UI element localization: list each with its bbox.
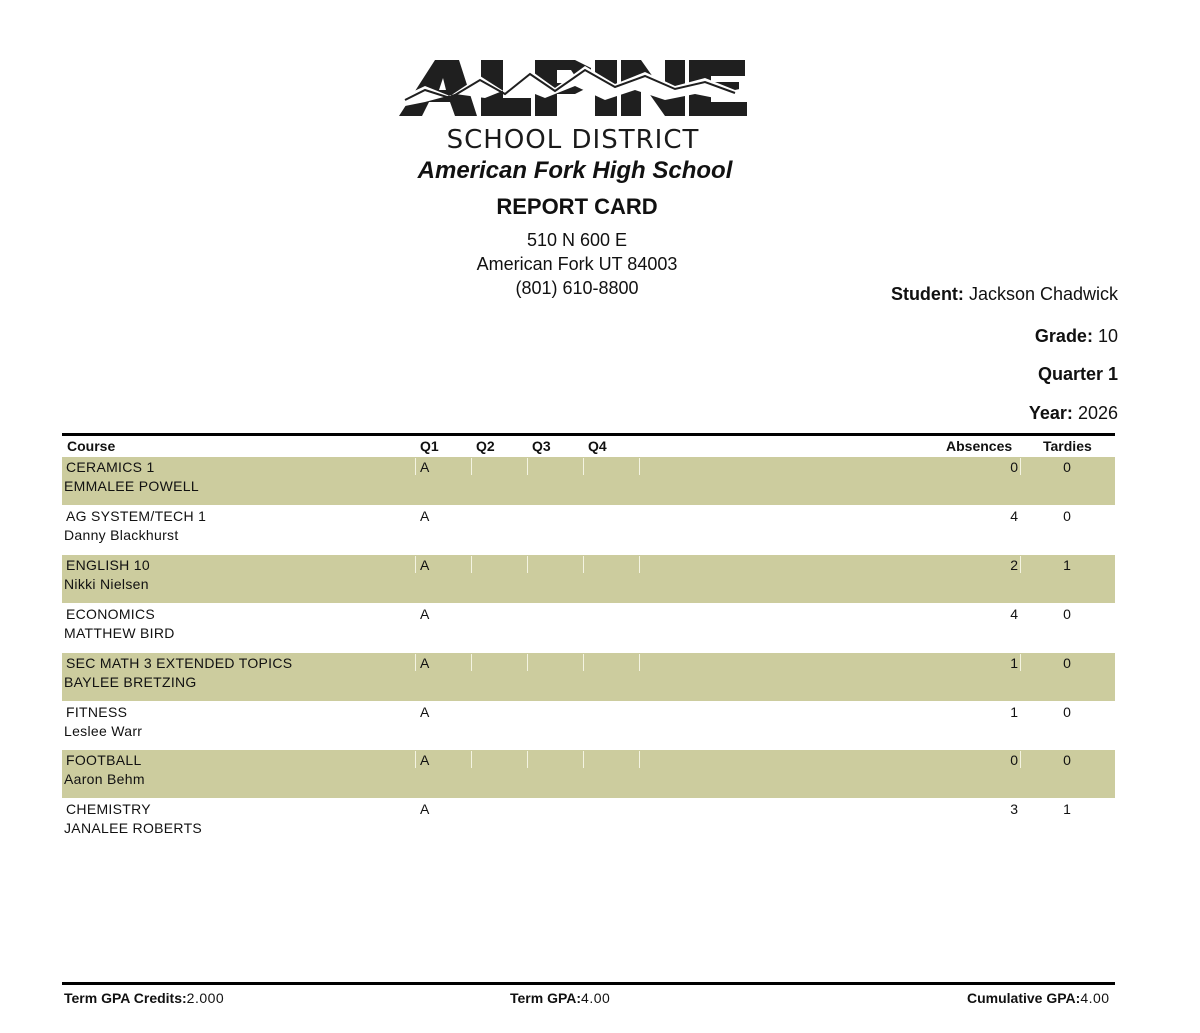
grade-info (1035, 326, 1118, 347)
teacher-name: EMMALEE POWELL (64, 478, 199, 494)
grade-cell-divider (527, 654, 528, 671)
table-row (62, 604, 1115, 652)
tardies-value: 0 (1063, 459, 1071, 475)
teacher-name: BAYLEE BRETZING (64, 673, 197, 690)
header-course: Course (67, 438, 116, 454)
address-line-1: 510 N 600 E (526, 230, 628, 250)
grade-cell-divider (471, 654, 472, 671)
student-info (891, 284, 1118, 305)
address-line-2: American Fork UT 84003 (476, 254, 678, 274)
absences-cell-divider (1020, 654, 1021, 671)
course-name: CHEMISTRY (66, 801, 151, 818)
grade-cell-divider (583, 751, 584, 768)
teacher-name: Aaron Behm (64, 771, 145, 788)
grade-cell-divider (583, 654, 584, 671)
grade-cell-divider (527, 556, 528, 573)
quarter-value: Quarter 1 (1037, 364, 1118, 384)
absences-value: 1 (1010, 703, 1018, 720)
grade-cell-divider (415, 751, 416, 768)
course-name: FOOTBALL (66, 752, 142, 769)
tardies-value: 1 (1063, 801, 1071, 818)
teacher-name: JANALEE ROBERTS (64, 820, 203, 837)
student-name: Jackson Chadwick (968, 284, 1118, 304)
term-gpa (510, 990, 610, 1006)
q1-grade: A (420, 459, 430, 475)
absences-value: 4 (1010, 605, 1018, 622)
quarter-info (1038, 364, 1118, 385)
course-name: CERAMICS 1 (66, 459, 155, 475)
course-name: ENGLISH 10 (66, 556, 150, 573)
q1-grade: A (420, 507, 430, 524)
q1-grade: A (420, 556, 430, 573)
cumulative-gpa-value: 4.00 (1080, 990, 1110, 1006)
school-phone: (801) 610-8800 (515, 278, 639, 298)
teacher-name: MATTHEW BIRD (64, 624, 175, 641)
absences-value: 0 (1010, 459, 1018, 475)
credits-label: Term GPA Credits: (64, 990, 187, 1006)
course-name: ECONOMICS (66, 605, 156, 622)
absences-cell-divider (1020, 751, 1021, 768)
grade-cell-divider (415, 654, 416, 671)
q1-grade: A (420, 605, 430, 622)
q1-grade: A (420, 703, 430, 720)
q1-grade: A (420, 752, 430, 769)
absences-value: 4 (1010, 507, 1018, 524)
grade-cell-divider (527, 751, 528, 768)
header-q2: Q2 (476, 438, 495, 454)
table-row (62, 506, 1115, 554)
course-name: FITNESS (66, 703, 128, 720)
table-row (62, 457, 1115, 505)
credits-value: 2.000 (186, 990, 225, 1006)
absences-cell-divider (1020, 458, 1021, 475)
header-tardies: Tardies (1043, 438, 1092, 454)
grade-label: Grade: (1034, 326, 1093, 346)
grade-cell-divider (583, 458, 584, 475)
tardies-value: 0 (1063, 703, 1071, 720)
grade-cell-divider (415, 556, 416, 573)
table-row (62, 702, 1115, 750)
tardies-value: 0 (1063, 654, 1071, 671)
course-name: AG SYSTEM/TECH 1 (66, 507, 207, 524)
cumulative-gpa (967, 990, 1110, 1006)
header-absences: Absences (946, 438, 1013, 454)
grade-cell-divider (471, 751, 472, 768)
tardies-value: 0 (1063, 507, 1071, 524)
term-gpa-credits (64, 990, 224, 1006)
district-name: SCHOOL DISTRICT (446, 125, 700, 155)
grade-cell-divider (471, 458, 472, 475)
q1-grade: A (420, 801, 430, 818)
table-top-rule (62, 433, 1115, 436)
header-q3: Q3 (532, 438, 551, 454)
absences-value: 0 (1010, 752, 1018, 769)
grade-cell-divider (527, 458, 528, 475)
table-row (62, 555, 1115, 603)
grade-cell-divider (471, 556, 472, 573)
header-q1: Q1 (420, 438, 439, 454)
grade-cell-divider (639, 458, 640, 475)
absences-value: 2 (1010, 556, 1018, 573)
footer-rule (62, 982, 1115, 985)
student-label: Student: (890, 284, 964, 304)
tardies-value: 0 (1063, 605, 1071, 622)
grade-cell-divider (639, 654, 640, 671)
tardies-value: 0 (1063, 752, 1071, 769)
tardies-value: 1 (1063, 556, 1071, 573)
header-q4: Q4 (588, 438, 607, 454)
grade-cell-divider (583, 556, 584, 573)
grade-cell-divider (639, 556, 640, 573)
table-row (62, 653, 1115, 701)
page-title: REPORT CARD (496, 194, 658, 219)
table-row (62, 750, 1115, 798)
teacher-name: Nikki Nielsen (64, 575, 149, 592)
teacher-name: Danny Blackhurst (64, 526, 179, 543)
grade-cell-divider (639, 751, 640, 768)
term-gpa-label: Term GPA: (510, 990, 582, 1006)
grade-value: 10 (1097, 326, 1118, 346)
year-label: Year: (1028, 403, 1073, 423)
school-name: American Fork High School (417, 157, 733, 184)
q1-grade: A (420, 654, 430, 671)
absences-cell-divider (1020, 556, 1021, 573)
cumulative-gpa-label: Cumulative GPA: (967, 990, 1081, 1006)
course-name: SEC MATH 3 EXTENDED TOPICS (66, 654, 293, 671)
table-row (62, 799, 1115, 847)
absences-value: 3 (1010, 801, 1018, 818)
absences-value: 1 (1010, 654, 1018, 671)
mountain-logo-icon (395, 56, 753, 126)
grade-cell-divider (415, 458, 416, 475)
year-value: 2026 (1077, 403, 1118, 423)
year-info (1029, 403, 1118, 424)
term-gpa-value: 4.00 (581, 990, 611, 1006)
teacher-name: Leslee Warr (64, 722, 143, 739)
